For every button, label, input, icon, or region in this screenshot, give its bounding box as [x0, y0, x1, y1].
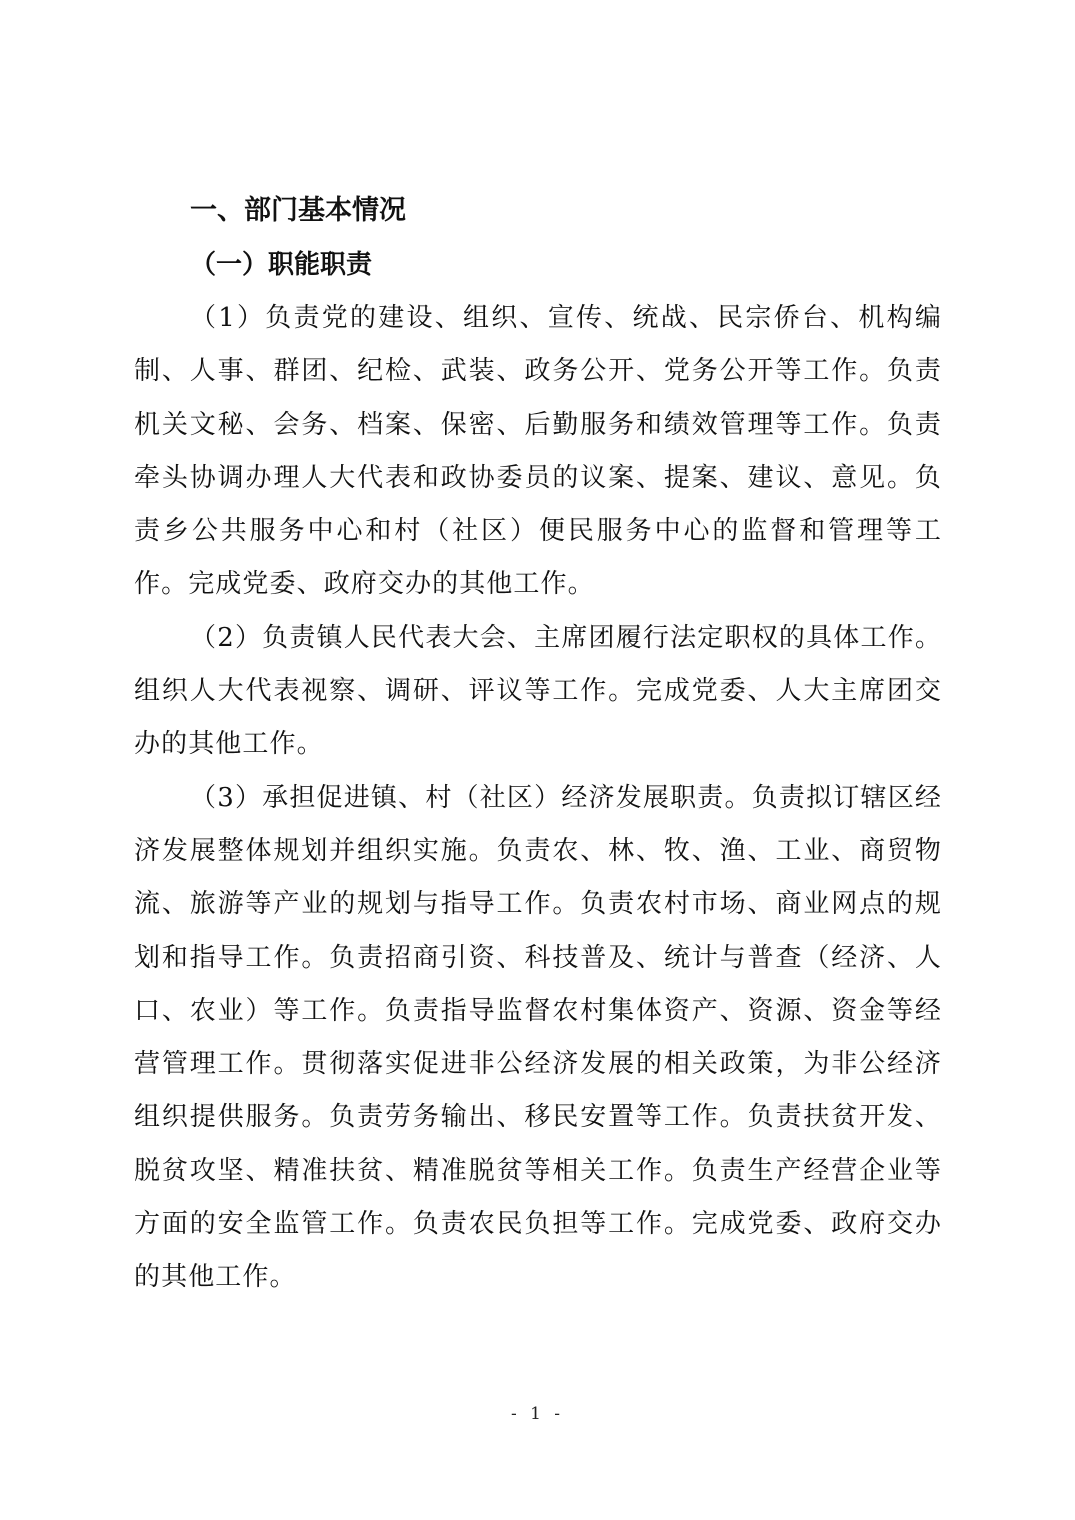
page-number: - 1 - [510, 1404, 565, 1424]
section-heading: 一、部门基本情况 [190, 195, 406, 226]
paragraph-1: （1）负责党的建设、组织、宣传、统战、民宗侨台、机构编制、人事、群团、纪检、武装、政务公开、党务公开等工作。负责机关文秘、会务、档案、保密、后勤服务和绩效管理等工作。负责牵头协调办理人大代表和政协委员的议案、提案、建议、意见。负责乡公共服务中心和村（社区）便民服务中心的监督和管理等工作。完成党委、政府交办的其他工作。 [134, 303, 942, 600]
paragraph-3: （3）承担促进镇、村（社区）经济发展职责。负责拟订辖区经济发展整体规划并组织实施。负责农、林、牧、渔、工业、商贸物流、旅游等产业的规划与指导工作。负责农村市场、商业网点的规划和指导工作。负责招商引资、科技普及、统计与普查（经济、人口、农业）等工作。负责指导监督农村集体资产、资源、资金等经营管理工作。贯彻落实促进非公经济发展的相关政策，为非公经济组织提供服务。负责劳务输出、移民安置等工作。负责扶贫开发、脱贫攻坚、精准扶贫、精准脱贫等相关工作。负责生产经营企业等方面的安全监管工作。负责农民负担等工作。完成党委、政府交办的其他工作。 [134, 782, 942, 1293]
paragraph-2: （2）负责镇人民代表大会、主席团履行法定职权的具体工作。组织人大代表视察、调研、评议等工作。完成党委、人大主席团交办的其他工作。 [134, 622, 942, 760]
subsection-heading: （一）职能职责 [190, 250, 373, 280]
document-body [134, 184, 942, 1305]
